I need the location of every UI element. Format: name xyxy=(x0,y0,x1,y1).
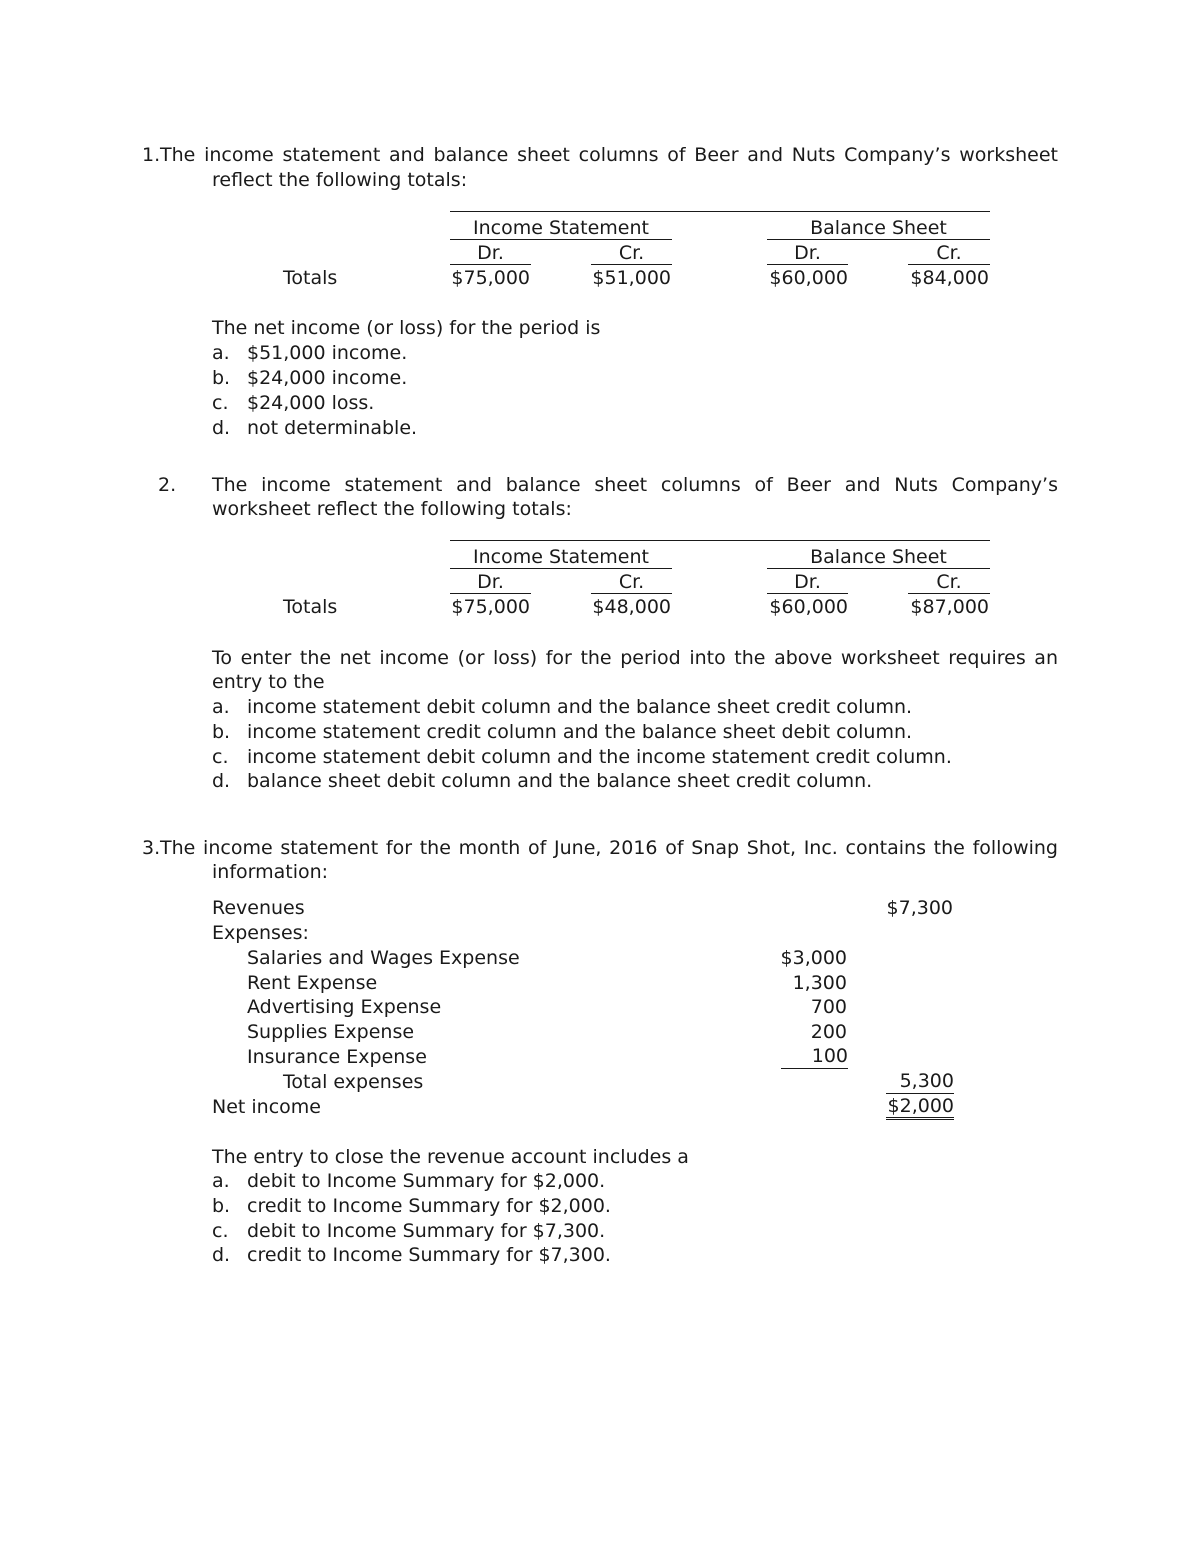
expense-label: Supplies Expense xyxy=(247,1021,415,1043)
totals-label: Totals xyxy=(283,267,338,289)
balance-sheet-cr-total: $87,000 xyxy=(910,596,989,618)
question-stem: The income statement and balance sheet columns of Beer and Nuts Company’s xyxy=(212,474,1058,496)
income-statement-cr-header: Cr. xyxy=(591,571,672,594)
income-statement-cr-total: $48,000 xyxy=(592,596,671,618)
option-letter: a. xyxy=(212,1170,230,1192)
balance-sheet-dr-total: $60,000 xyxy=(769,267,848,289)
question-stem-continued: information: xyxy=(212,861,329,883)
question-prompt-continued: entry to the xyxy=(212,671,325,693)
option-letter: b. xyxy=(212,721,231,743)
option-letter: c. xyxy=(212,1220,229,1242)
option-letter: a. xyxy=(212,342,230,364)
balance-sheet-cr-total: $84,000 xyxy=(910,267,989,289)
option-text: $51,000 income. xyxy=(247,342,408,364)
balance-sheet-cr-header: Cr. xyxy=(908,242,990,265)
expense-value: $3,000 xyxy=(780,947,847,969)
option-text: debit to Income Summary for $2,000. xyxy=(247,1170,606,1192)
expense-value: 200 xyxy=(810,1021,847,1043)
totals-label: Totals xyxy=(283,596,338,618)
question-number: 3. xyxy=(142,837,161,859)
option-letter: c. xyxy=(212,392,229,414)
question-number: 2. xyxy=(158,474,177,496)
option-letter: d. xyxy=(212,417,231,439)
balance-sheet-dr-total: $60,000 xyxy=(769,596,848,618)
table-top-rule xyxy=(450,211,990,212)
question-stem: The income statement for the month of June, 2016 of Snap Shot, Inc. contains the following xyxy=(160,837,1058,859)
revenues-label: Revenues xyxy=(212,897,305,919)
option-letter: b. xyxy=(212,367,231,389)
total-expenses-label: Total expenses xyxy=(283,1071,424,1093)
income-statement-dr-total: $75,000 xyxy=(451,596,530,618)
option-text: credit to Income Summary for $7,300. xyxy=(247,1244,611,1266)
income-statement-header: Income Statement xyxy=(450,217,672,240)
option-letter: a. xyxy=(212,696,230,718)
net-income-label: Net income xyxy=(212,1096,321,1118)
option-text: debit to Income Summary for $7,300. xyxy=(247,1220,606,1242)
option-letter: d. xyxy=(212,770,231,792)
option-letter: c. xyxy=(212,746,229,768)
option-text: credit to Income Summary for $2,000. xyxy=(247,1195,611,1217)
question-stem-continued: reflect the following totals: xyxy=(212,169,468,191)
income-statement-cr-header: Cr. xyxy=(591,242,672,265)
option-letter: b. xyxy=(212,1195,231,1217)
income-statement-dr-header: Dr. xyxy=(450,571,531,594)
question-prompt: To enter the net income (or loss) for the period into the above worksheet requires an xyxy=(212,647,1058,669)
expense-value: 100 xyxy=(781,1045,848,1069)
expense-value: 700 xyxy=(810,996,847,1018)
question-number: 1. xyxy=(142,144,161,166)
option-text: balance sheet debit column and the balance sheet credit column. xyxy=(247,770,873,792)
option-text: $24,000 income. xyxy=(247,367,408,389)
expense-label: Salaries and Wages Expense xyxy=(247,947,520,969)
expense-label: Rent Expense xyxy=(247,972,378,994)
question-prompt: The entry to close the revenue account includes a xyxy=(212,1146,689,1168)
expense-value: 1,300 xyxy=(792,972,847,994)
revenues-value: $7,300 xyxy=(886,897,953,919)
option-text: not determinable. xyxy=(247,417,418,439)
net-income-value: $2,000 xyxy=(886,1095,954,1120)
income-statement-cr-total: $51,000 xyxy=(592,267,671,289)
option-letter: d. xyxy=(212,1244,231,1266)
option-text: income statement credit column and the balance sheet debit column. xyxy=(247,721,913,743)
table-top-rule xyxy=(450,540,990,541)
total-expenses-value: 5,300 xyxy=(886,1070,954,1094)
balance-sheet-dr-header: Dr. xyxy=(767,242,848,265)
income-statement-header: Income Statement xyxy=(450,546,672,569)
income-statement-dr-header: Dr. xyxy=(450,242,531,265)
income-statement-dr-total: $75,000 xyxy=(451,267,530,289)
question-prompt: The net income (or loss) for the period is xyxy=(212,317,601,339)
question-stem-continued: worksheet reflect the following totals: xyxy=(212,498,572,520)
balance-sheet-cr-header: Cr. xyxy=(908,571,990,594)
option-text: income statement debit column and the balance sheet credit column. xyxy=(247,696,913,718)
expense-label: Advertising Expense xyxy=(247,996,442,1018)
balance-sheet-header: Balance Sheet xyxy=(767,217,990,240)
balance-sheet-dr-header: Dr. xyxy=(767,571,848,594)
option-text: $24,000 loss. xyxy=(247,392,375,414)
option-text: income statement debit column and the income statement credit column. xyxy=(247,746,952,768)
balance-sheet-header: Balance Sheet xyxy=(767,546,990,569)
question-stem: The income statement and balance sheet columns of Beer and Nuts Company’s worksheet xyxy=(160,144,1058,166)
expense-label: Insurance Expense xyxy=(247,1046,427,1068)
expenses-label: Expenses: xyxy=(212,922,309,944)
